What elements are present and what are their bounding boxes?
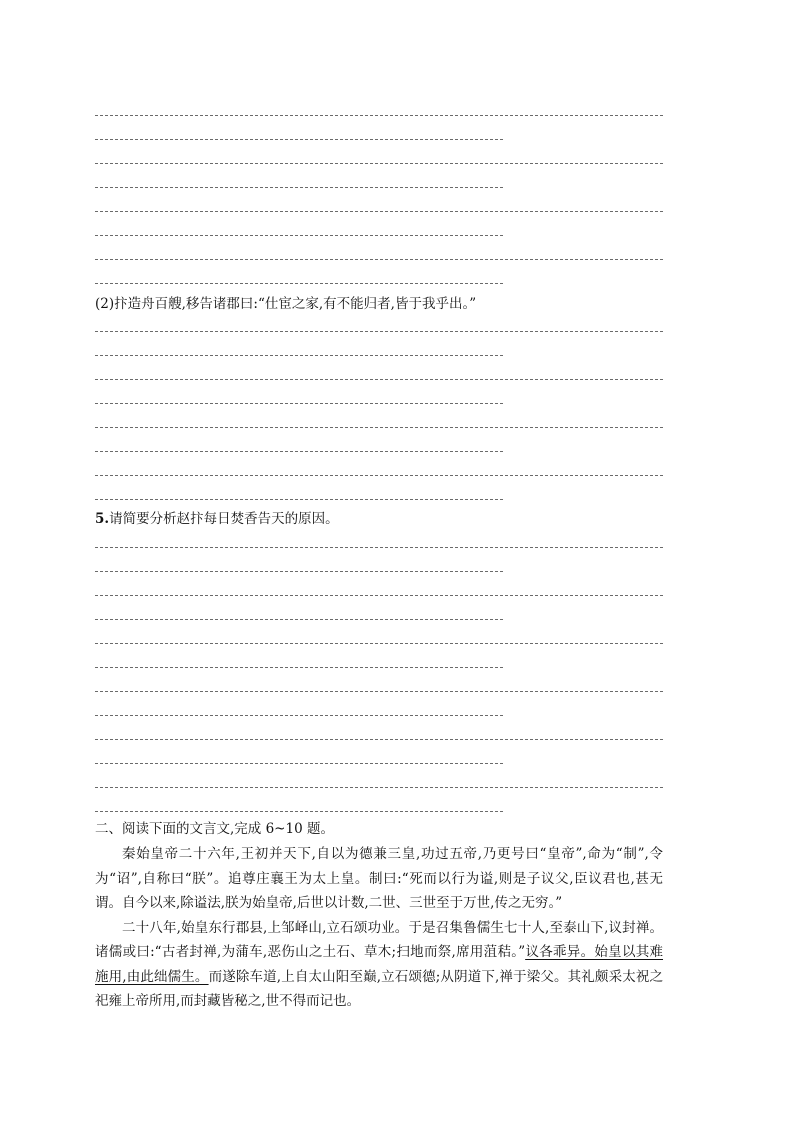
passage-paragraph-2: 二十八年,始皇东行郡县,上邹峄山,立石颂功业。于是召集鲁儒生七十人,至泰山下,议封禅。诸儒或曰:“古者封禅,为蒲车,恶伤山之土石、草木;扫地而祭,席用菹秸。”议各乖异。始皇以其难施用,由此绌儒生。而遂除车道,上自太山阳至巅,立石颂德;从阴道下,禅于梁父。其礼颇采太祝之祀雍上帝所用,而封藏皆秘之,世不得而记也。 — [95, 919, 664, 1009]
answer-line[interactable] — [95, 667, 503, 668]
answer-line[interactable] — [95, 547, 663, 548]
answer-line[interactable] — [95, 259, 663, 260]
question-4-2: (2)抃造舟百艘,移告诸郡曰:“仕宦之家,有不能归者,皆于我乎出。” — [95, 296, 477, 312]
answer-line[interactable] — [95, 403, 503, 404]
passage — [95, 842, 663, 1014]
answer-line[interactable] — [95, 331, 663, 332]
question-5 — [95, 510, 339, 528]
answer-line[interactable] — [95, 643, 663, 644]
answer-line[interactable] — [95, 619, 503, 620]
answer-line[interactable] — [95, 715, 503, 716]
answer-line[interactable] — [95, 139, 503, 140]
underlined-sentence: 议各乖异。始皇以其难施用,由此绌儒生。 — [95, 944, 664, 985]
answer-line[interactable] — [95, 283, 503, 284]
answer-line[interactable] — [95, 787, 663, 788]
answer-line[interactable] — [95, 235, 503, 236]
question-number: 5. — [95, 511, 110, 527]
answer-line[interactable] — [95, 211, 663, 212]
answer-line[interactable] — [95, 475, 663, 476]
answer-line[interactable] — [95, 355, 503, 356]
answer-line[interactable] — [95, 811, 503, 812]
section-heading: 二、阅读下面的文言文,完成 6~10 题。 — [95, 821, 334, 837]
answer-line[interactable] — [95, 499, 503, 500]
answer-line[interactable] — [95, 163, 663, 164]
answer-line[interactable] — [95, 595, 663, 596]
answer-line[interactable] — [95, 571, 503, 572]
question-text: 请简要分析赵抃每日焚香告天的原因。 — [109, 511, 339, 527]
answer-line[interactable] — [95, 427, 663, 428]
passage-paragraph-1: 秦始皇帝二十六年,王初并天下,自以为德兼三皇,功过五帝,乃更号曰“皇帝”,命为“制”,令为“诏”,自称曰“朕”。追尊庄襄王为太上皇。制曰:“死而以行为谥,则是子议父,臣议君也,甚无谓。自今以来,除谥法,朕为始皇帝,后世以计数,二世、三世至于万世,传之无穷。” — [95, 846, 663, 911]
answer-line[interactable] — [95, 115, 663, 116]
answer-line[interactable] — [95, 187, 503, 188]
answer-line[interactable] — [95, 379, 663, 380]
answer-line[interactable] — [95, 763, 503, 764]
answer-line[interactable] — [95, 451, 503, 452]
answer-line[interactable] — [95, 739, 663, 740]
answer-line[interactable] — [95, 691, 663, 692]
